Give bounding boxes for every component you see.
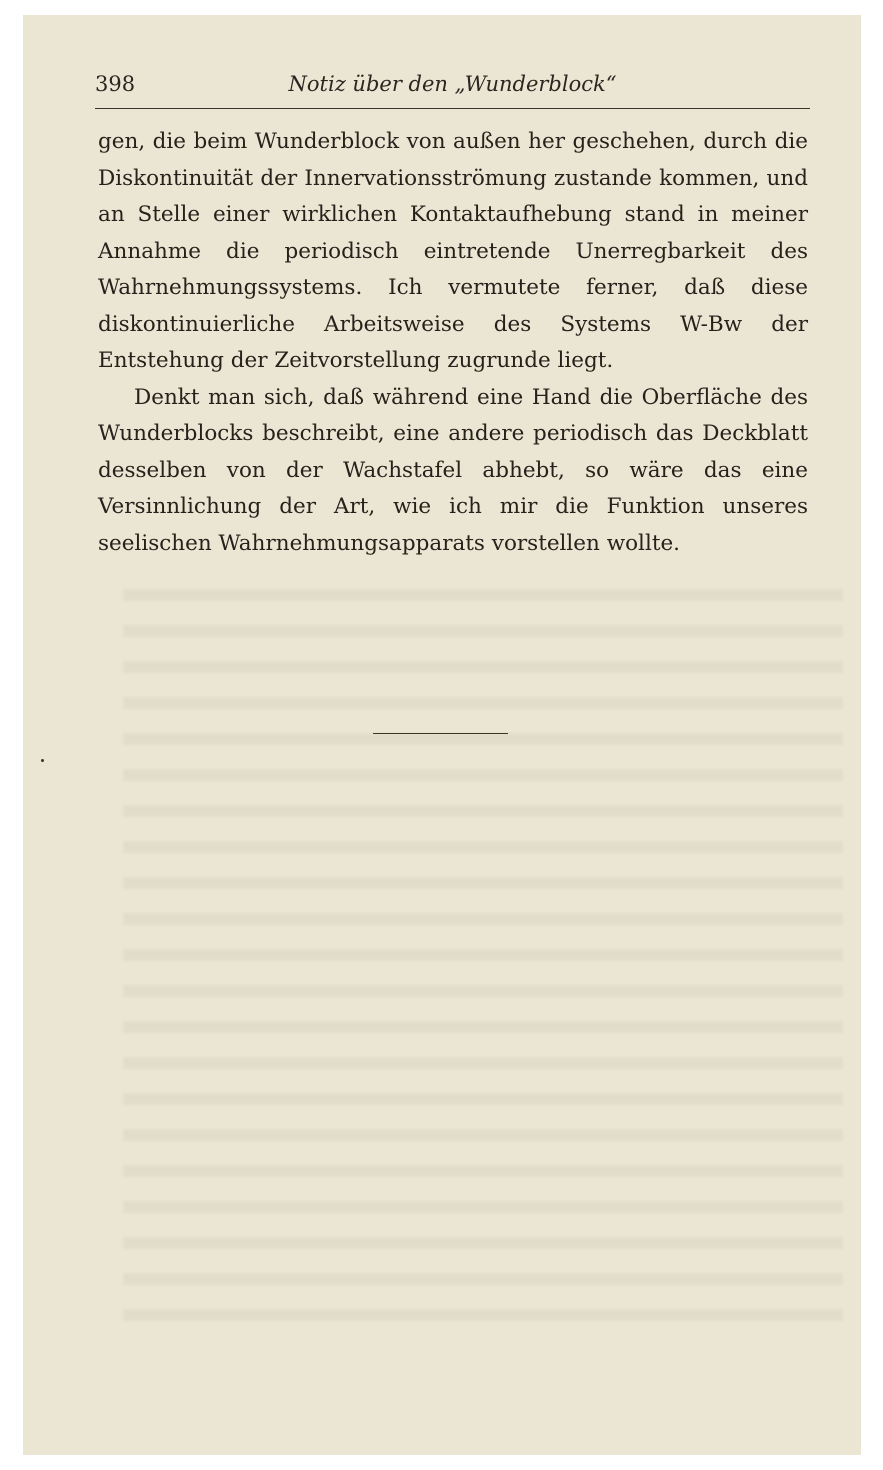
header-rule [95, 108, 810, 109]
paragraph-2: Denkt man sich, daß während eine Hand die Oberfläche des Wunderblocks beschreibt, eine andere periodisch das Deckblatt desselben von der Wachstafel abhebt, so wäre das eine Versinnlichung der Art, wie ich mir die Funktion unseres seelischen Wahrnehmungsapparats vorstellen wollte. [98, 384, 808, 556]
section-end-rule [373, 733, 508, 734]
body-text [98, 124, 808, 562]
paragraph-1: gen, die beim Wunderblock von außen her geschehen, durch die Diskontinuität der Innervationsströmung zustande kommen, und an Stelle einer wirklichen Kontaktaufhebung stand in meiner Annahme die periodisch eintretende Unerregbarkeit des Wahrnehmungssystems. Ich vermutete ferner, daß diese diskontinuierliche Arbeitsweise des Systems W-Bw der Entstehung der Zeitvorstellung zugrunde liegt. [98, 129, 808, 373]
bleed-through-shadow [123, 575, 843, 1335]
page-number: 398 [95, 72, 136, 96]
ink-speck [41, 759, 44, 762]
running-title: Notiz über den „Wunderblock“ [288, 72, 617, 96]
running-header [95, 72, 810, 102]
